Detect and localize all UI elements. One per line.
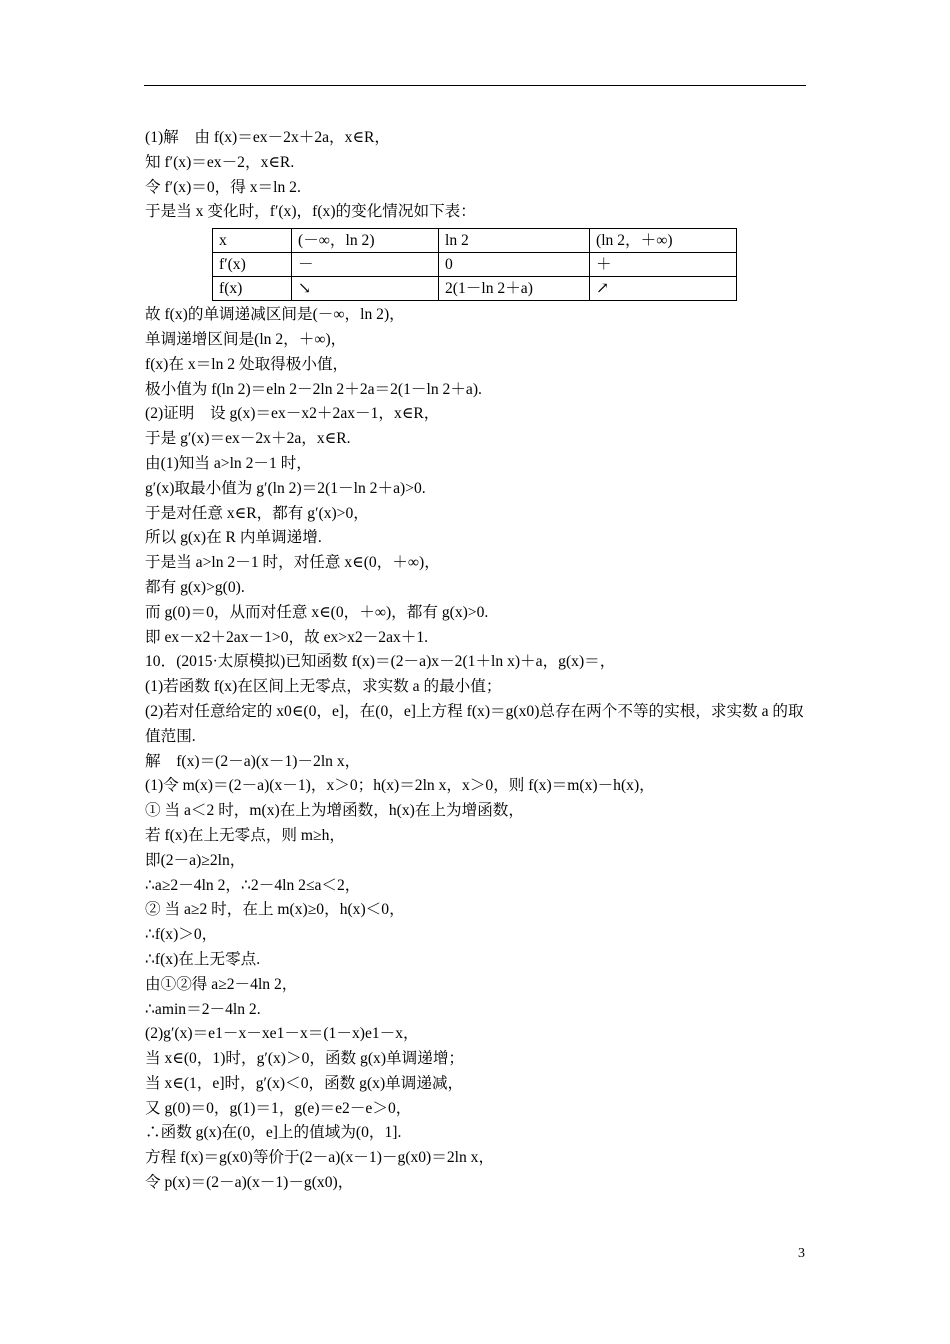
- page-number: 3: [798, 1246, 805, 1261]
- variation-table: [212, 228, 737, 301]
- text-line: 令 f′(x)＝0，得 x＝ln 2.: [145, 178, 301, 196]
- text-line: 知 f′(x)＝ex－2，x∈R.: [145, 153, 295, 171]
- text-line: ∴函数 g(x)在(0，e]上的值域为(0，1].: [145, 1124, 402, 1142]
- table-row: [213, 253, 737, 277]
- text-line: 所以 g(x)在 R 内单调递增.: [145, 529, 322, 547]
- table-cell: (－∞，ln 2): [292, 229, 439, 253]
- text-line: ∴f(x)在上无零点.: [145, 950, 261, 968]
- text-line: 若 f(x)在上无零点，则 m≥h，: [145, 826, 346, 844]
- text-line: 即(2－a)≥2ln，: [145, 851, 246, 869]
- document-body: [145, 126, 813, 1196]
- text-line: ② 当 a≥2 时，在上 m(x)≥0，h(x)＜0，: [145, 901, 405, 919]
- table-cell: 0: [439, 253, 590, 277]
- table-cell: ↗: [590, 277, 737, 301]
- text-line: 于是当 x 变化时，f′(x)，f(x)的变化情况如下表：: [145, 203, 476, 221]
- text-line: 解 f(x)＝(2－a)(x－1)－2ln x，: [145, 752, 361, 770]
- text-line: 又 g(0)＝0，g(1)＝1，g(e)＝e2－e＞0，: [145, 1099, 412, 1117]
- text-line: 极小值为 f(ln 2)＝eln 2－2ln 2＋2a＝2(1－ln 2＋a).: [145, 380, 482, 398]
- table-cell: f′(x): [213, 253, 292, 277]
- solution-lines: [145, 303, 813, 1196]
- text-line: f(x)在 x＝ln 2 处取得极小值，: [145, 355, 349, 373]
- table-cell: f(x): [213, 277, 292, 301]
- table-cell: 2(1－ln 2＋a): [439, 277, 590, 301]
- text-line: 方程 f(x)＝g(x0)等价于(2－a)(x－1)－g(x0)＝2ln x，: [145, 1149, 495, 1167]
- text-line: ① 当 a＜2 时，m(x)在上为增函数，h(x)在上为增函数，: [145, 802, 524, 820]
- text-line: 令 p(x)＝(2－a)(x－1)－g(x0)，: [145, 1174, 354, 1192]
- text-line: (1)若函数 f(x)在区间上无零点，求实数 a 的最小值；: [145, 678, 502, 696]
- table-cell: ＋: [590, 253, 737, 277]
- problem-10-statement: 10．(2015·太原模拟)已知函数 f(x)＝(2－a)x－2(1＋ln x)＋a，g(x)＝，: [145, 653, 616, 671]
- text-line: 即 ex－x2＋2ax－1>0，故 ex>x2－2ax＋1.: [145, 628, 429, 646]
- table-cell: ↘: [292, 277, 439, 301]
- text-line: 由①②得 a≥2－4ln 2，: [145, 975, 298, 993]
- table-cell: x: [213, 229, 292, 253]
- text-line: ∴f(x)＞0，: [145, 926, 218, 944]
- text-line: (2)g′(x)＝e1－x－xe1－x＝(1－x)e1－x，: [145, 1025, 419, 1043]
- text-line: 而 g(0)＝0，从而对任意 x∈(0，＋∞)，都有 g(x)>0.: [145, 603, 489, 621]
- table-cell: －: [292, 253, 439, 277]
- text-line: (2)证明 设 g(x)＝ex－x2＋2ax－1，x∈R，: [145, 405, 440, 423]
- intro-lines: [145, 126, 813, 225]
- text-line: 于是当 a>ln 2－1 时，对任意 x∈(0，＋∞)，: [145, 554, 440, 572]
- header-rule: [144, 85, 806, 86]
- text-line: 于是 g′(x)＝ex－2x＋2a，x∈R.: [145, 430, 351, 448]
- table-row: [213, 229, 737, 253]
- text-line: 故 f(x)的单调递减区间是(－∞，ln 2)，: [145, 306, 405, 324]
- text-line: 于是对任意 x∈R，都有 g′(x)>0，: [145, 504, 369, 522]
- table-cell: (ln 2，＋∞): [590, 229, 737, 253]
- text-line: 当 x∈(0，1)时，g′(x)＞0，函数 g(x)单调递增；: [145, 1050, 465, 1068]
- text-line: 由(1)知当 a>ln 2－1 时，: [145, 454, 312, 472]
- text-line: 都有 g(x)>g(0).: [145, 578, 245, 596]
- text-line: (1)解 由 f(x)＝ex－2x＋2a，x∈R，: [145, 129, 390, 146]
- table-cell: ln 2: [439, 229, 590, 253]
- text-line: (2)若对任意给定的 x0∈(0，e]，在(0，e]上方程 f(x)＝g(x0)总存在两个不等的实根，求实数 a 的取值范围.: [145, 702, 804, 745]
- text-line: 单调递增区间是(ln 2，＋∞)，: [145, 330, 347, 348]
- text-line: g′(x)取最小值为 g′(ln 2)＝2(1－ln 2＋a)>0.: [145, 479, 426, 497]
- text-line: ∴amin＝2－4ln 2.: [145, 1000, 261, 1018]
- text-line: ∴a≥2－4ln 2，∴2－4ln 2≤a＜2，: [145, 876, 361, 894]
- table-row: [213, 277, 737, 301]
- text-line: 当 x∈(1，e]时，g′(x)＜0，函数 g(x)单调递减，: [145, 1074, 464, 1092]
- text-line: (1)令 m(x)＝(2－a)(x－1)，x＞0；h(x)＝2ln x，x＞0，则 f(x)＝m(x)－h(x)，: [145, 777, 655, 795]
